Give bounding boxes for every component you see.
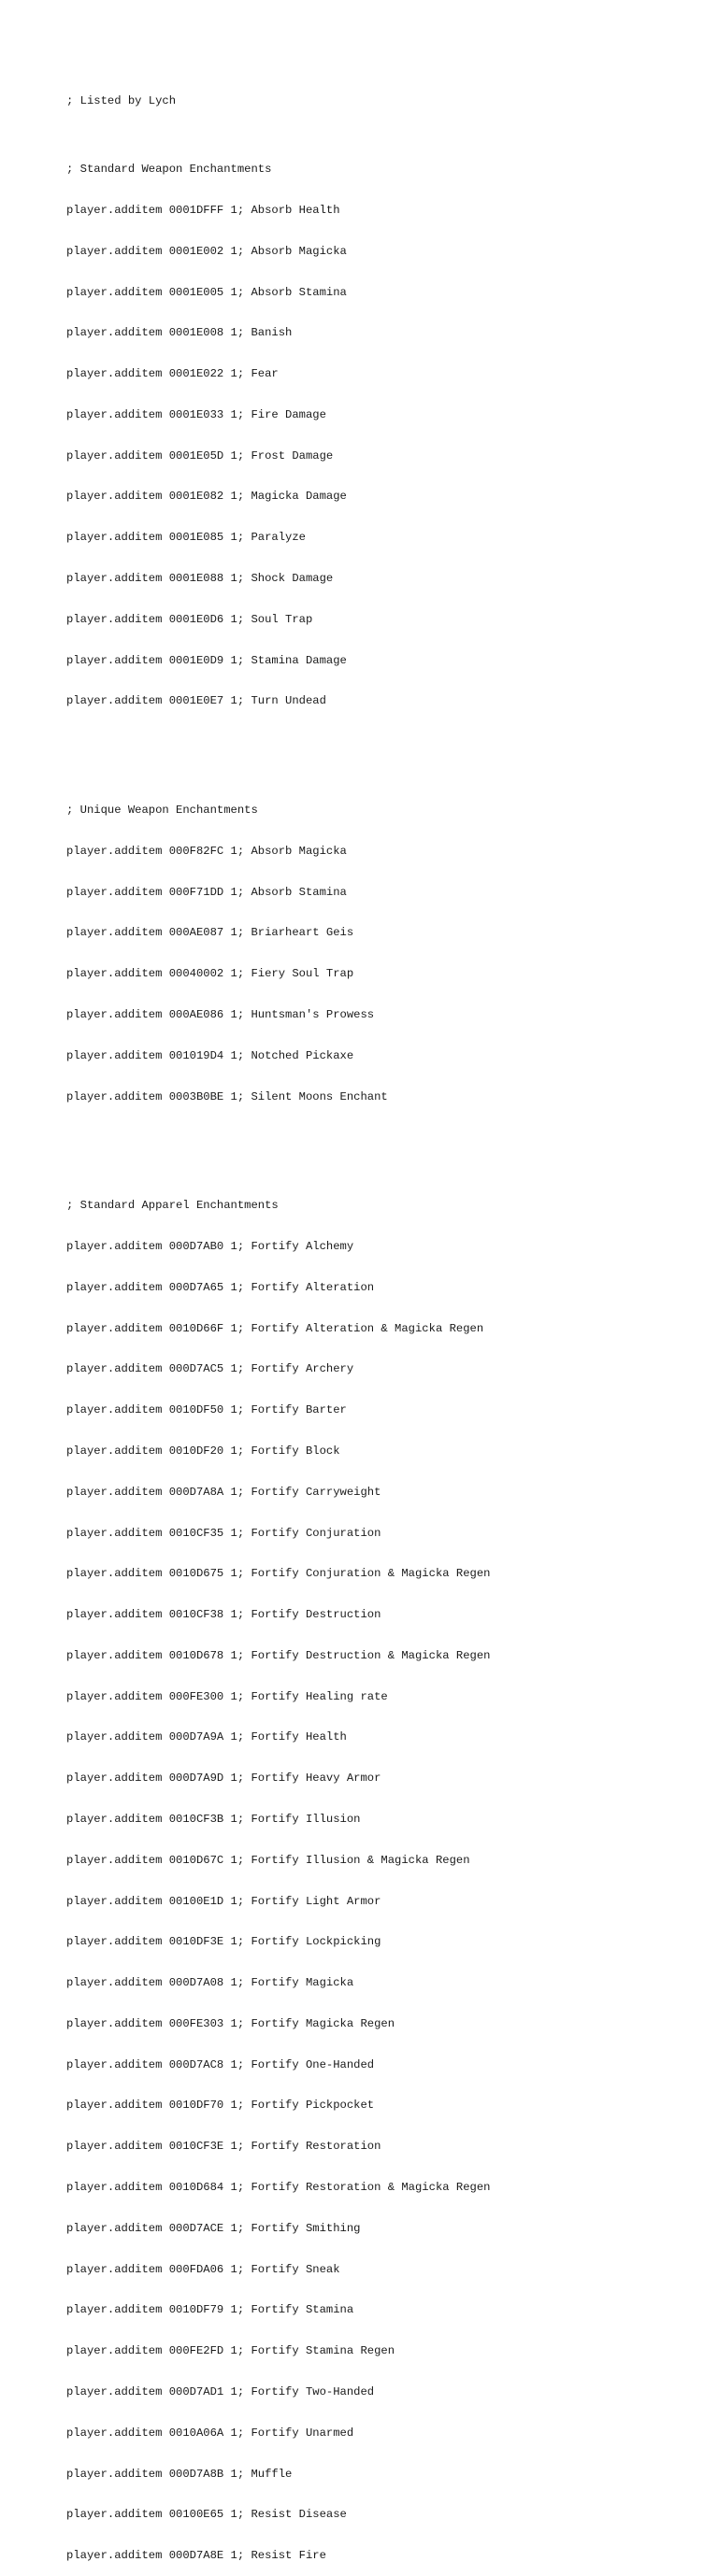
command-line: player.additem 000AE087 1; Briarheart Geis bbox=[66, 926, 354, 940]
command-line: player.additem 0010CF3B 1; Fortify Illusion bbox=[66, 1813, 361, 1826]
command-line: player.additem 0010CF38 1; Fortify Destruction bbox=[66, 1608, 381, 1622]
command-line: player.additem 0001E082 1; Magicka Damage bbox=[66, 490, 347, 504]
command-line: player.additem 0001E0E7 1; Turn Undead bbox=[66, 694, 326, 708]
header-comment: ; Listed by Lych bbox=[66, 94, 177, 108]
command-line: player.additem 0001E0D9 1; Stamina Damage bbox=[66, 653, 347, 667]
section-heading: ; Standard Apparel Enchantments bbox=[66, 1199, 279, 1213]
command-line: player.additem 000D7A8B 1; Muffle bbox=[66, 2467, 293, 2481]
document-text bbox=[66, 67, 490, 2576]
command-line: player.additem 000D7AC5 1; Fortify Archery bbox=[66, 1362, 354, 1376]
command-line: player.additem 0001E005 1; Absorb Stamina bbox=[66, 285, 347, 299]
command-line: player.additem 00100E65 1; Resist Disease bbox=[66, 2508, 347, 2522]
command-line: player.additem 000F82FC 1; Absorb Magicka bbox=[66, 844, 347, 858]
command-line: player.additem 0010DF20 1; Fortify Block bbox=[66, 1444, 340, 1458]
command-line: player.additem 000D7A8A 1; Fortify Carryweight bbox=[66, 1485, 381, 1499]
command-line: player.additem 0001DFFF 1; Absorb Health bbox=[66, 203, 340, 217]
command-line: player.additem 000FE300 1; Fortify Healing rate bbox=[66, 1689, 388, 1703]
command-line: player.additem 0003B0BE 1; Silent Moons Enchant bbox=[66, 1089, 388, 1103]
command-line: player.additem 000FDA06 1; Fortify Sneak bbox=[66, 2262, 340, 2276]
command-line: player.additem 0010DF79 1; Fortify Stamina bbox=[66, 2303, 354, 2317]
command-line: player.additem 000D7A8E 1; Resist Fire bbox=[66, 2549, 326, 2563]
blank-line bbox=[66, 1131, 490, 1145]
command-line: player.additem 000D7A9A 1; Fortify Health bbox=[66, 1730, 347, 1744]
command-line: player.additem 0001E022 1; Fear bbox=[66, 367, 279, 381]
command-line: player.additem 0010CF3E 1; Fortify Restoration bbox=[66, 2140, 381, 2154]
command-line: player.additem 000D7A65 1; Fortify Alteration bbox=[66, 1280, 375, 1294]
command-line: player.additem 0010DF70 1; Fortify Pickpocket bbox=[66, 2099, 375, 2113]
command-line: player.additem 0001E0D6 1; Soul Trap bbox=[66, 612, 313, 626]
command-line: player.additem 000D7ACE 1; Fortify Smithing bbox=[66, 2221, 361, 2235]
command-line: player.additem 0010D678 1; Fortify Destruction & Magicka Regen bbox=[66, 1648, 491, 1662]
command-line: player.additem 0010D675 1; Fortify Conjuration & Magicka Regen bbox=[66, 1567, 491, 1581]
command-line: player.additem 0001E088 1; Shock Damage bbox=[66, 571, 334, 585]
command-line: player.additem 00040002 1; Fiery Soul Trap bbox=[66, 967, 354, 981]
blank-line bbox=[66, 735, 490, 749]
command-line: player.additem 0010D67C 1; Fortify Illusion & Magicka Regen bbox=[66, 1853, 470, 1867]
command-line: player.additem 0001E002 1; Absorb Magicka bbox=[66, 244, 347, 258]
command-line: player.additem 0010CF35 1; Fortify Conjuration bbox=[66, 1526, 381, 1540]
section-heading: ; Unique Weapon Enchantments bbox=[66, 804, 258, 818]
command-line: player.additem 000D7A9D 1; Fortify Heavy Armor bbox=[66, 1772, 381, 1786]
command-line: player.additem 0010A06A 1; Fortify Unarmed bbox=[66, 2426, 354, 2440]
command-line: player.additem 0010D684 1; Fortify Restoration & Magicka Regen bbox=[66, 2181, 491, 2195]
section-heading: ; Standard Weapon Enchantments bbox=[66, 163, 272, 177]
command-line: player.additem 000AE086 1; Huntsman's Prowess bbox=[66, 1007, 375, 1021]
command-line: player.additem 001019D4 1; Notched Pickaxe bbox=[66, 1048, 354, 1062]
command-line: player.additem 0001E033 1; Fire Damage bbox=[66, 407, 326, 421]
command-line: player.additem 0001E008 1; Banish bbox=[66, 326, 293, 340]
command-line: player.additem 000D7A08 1; Fortify Magicka bbox=[66, 1976, 354, 1990]
command-line: player.additem 000FE303 1; Fortify Magicka Regen bbox=[66, 2016, 395, 2030]
command-line: player.additem 000FE2FD 1; Fortify Stamina Regen bbox=[66, 2344, 395, 2358]
command-line: player.additem 0010D66F 1; Fortify Alteration & Magicka Regen bbox=[66, 1321, 484, 1335]
command-line: player.additem 0001E05D 1; Frost Damage bbox=[66, 448, 334, 463]
command-line: player.additem 0001E085 1; Paralyze bbox=[66, 531, 306, 545]
command-line: player.additem 000D7AB0 1; Fortify Alchemy bbox=[66, 1240, 354, 1254]
command-line: player.additem 000D7AD1 1; Fortify Two-Handed bbox=[66, 2384, 375, 2398]
command-line: player.additem 000F71DD 1; Absorb Stamina bbox=[66, 885, 347, 899]
command-line: player.additem 000D7AC8 1; Fortify One-Handed bbox=[66, 2057, 375, 2071]
command-line: player.additem 00100E1D 1; Fortify Light Armor bbox=[66, 1894, 381, 1908]
command-line: player.additem 0010DF50 1; Fortify Barter bbox=[66, 1403, 347, 1417]
command-line: player.additem 0010DF3E 1; Fortify Lockpicking bbox=[66, 1935, 381, 1949]
